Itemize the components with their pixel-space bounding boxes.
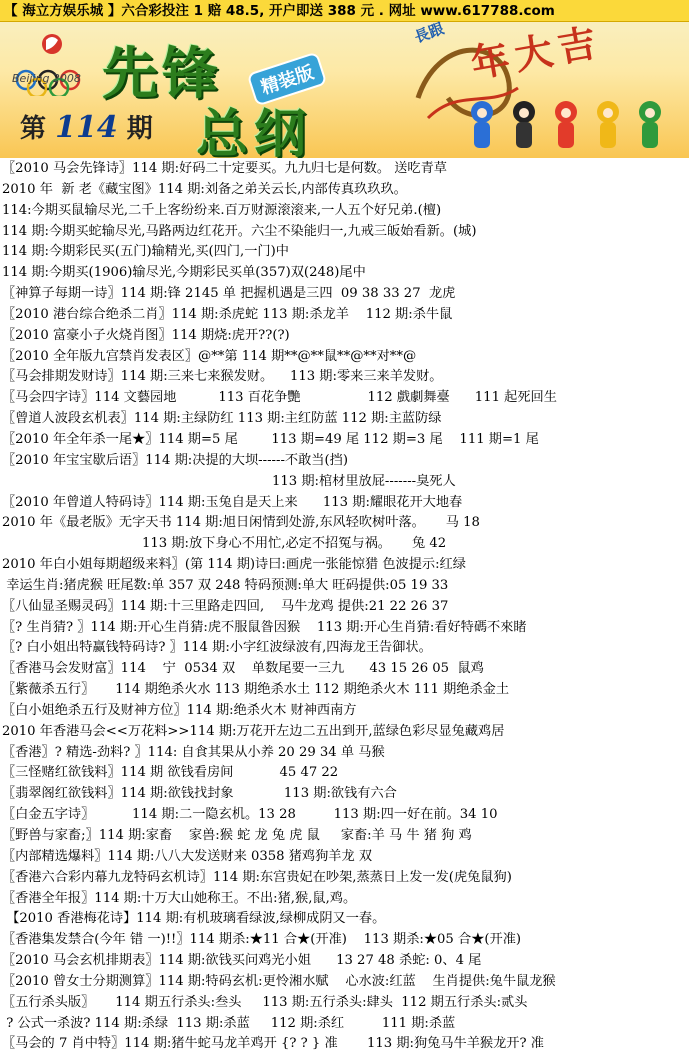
banner-slogan-large: 年大吉 [467, 18, 606, 87]
text-line: 〖2010 港台综合绝杀二肖〗114 期:杀虎蛇 113 期:杀龙羊 112 期:杀牛鼠 [2, 306, 453, 322]
text-line: 〖? 生肖猜? 〗114 期:开心生肖猜:虎不服鼠昝因猴 113 期:开心生肖猜:看好特碼不來睹 [2, 619, 527, 635]
mascot-figures [468, 96, 682, 152]
text-line: 〖白金五字诗〗 114 期:二一隐玄机。13 28 113 期:四一好在前。34 10 [2, 807, 498, 823]
prediction-list [0, 158, 689, 1052]
text-line: 113 期:放下身心不用忙,必定不招冤与祸。 兔 42 [142, 536, 447, 552]
header-banner [0, 0, 689, 158]
text-line: 〖2010 年曾道人特码诗〗114 期:玉兔自是天上来 113 期:耀眼花开大地春 [2, 494, 463, 510]
text-line: 幸运生肖:猪虎猴 旺尾数:单 357 双 248 特码预测:单大 旺码提供:05 19 33 [2, 577, 449, 593]
issue-prefix: 第 [20, 114, 47, 144]
issue-number: 114 [55, 110, 118, 145]
text-line: 2010 年 新 老《藏宝图》114 期:刘备之弟关云长,内部传真玖玖玖。 [2, 181, 407, 197]
issue-label [20, 108, 153, 145]
advert-bar[interactable]: 【 海立方娱乐城 】六合彩投注 1 赔 48.5, 开户即送 388 元 . 网址 www.617788.com [0, 0, 689, 22]
text-line: 〖2010 年宝宝歇后语〗114 期:决提的大坝------不敢当(挡) [2, 452, 348, 468]
banner-title-bottom: 总纲 [196, 105, 313, 158]
text-line: 〖八仙显圣赐灵码〗114 期:十三里路走四回, 马牛龙鸡 提供:21 22 26 37 [2, 598, 449, 614]
text-line: 【2010 香港梅花诗】114 期:有机玻璃看绿波,绿柳成阴又一春。 [2, 911, 386, 927]
text-line: 2010 年白小姐每期超级来料〗(第 114 期)诗曰:画虎一张能惊猎 色波提示:红绿 [2, 557, 466, 573]
text-line: 〖马会的 7 肖中特〗114 期:猪牛蛇马龙羊鸡开 {? ? } 准 113 期:狗兔马牛羊猴龙开? 准 [2, 1036, 544, 1052]
text-line: 〖2010 年全年杀一尾★〗114 期=5 尾 113 期=49 尾 112 期=3 尾 111 期=1 尾 [2, 431, 539, 447]
text-line: ? 公式一杀波? 114 期:杀绿 113 期:杀蓝 112 期:杀红 111 期:杀蓝 [2, 1015, 456, 1031]
text-line: 〖2010 马会玄机排期表〗114 期:欲钱买问鸡光小姐 13 27 48 杀蛇: 0、4 尾 [2, 953, 482, 969]
text-line: 〖? 白小姐出特赢钱特码诗? 〗114 期:小字红波绿波有,四海龙王告御状。 [2, 640, 432, 656]
text-line: 〖香港马会发财富〗114 宁 0534 双 单数尾要一三九 43 15 26 05 鼠鸡 [2, 661, 484, 677]
text-line: 2010 年香港马会<<万花料>>114 期:万花开左边二五出到开,蓝绿色彩尽显兔藏鸡居 [2, 723, 505, 739]
edition-tag: 精装版 [247, 51, 328, 106]
text-line: 114:今期买鼠输尽光,二千上客纷纷来.百万财源滚滚来,一人五个好兄弟.(檀) [2, 202, 442, 218]
text-line: 〖马会排期发财诗〗114 期:三来七来猴发财。 113 期:零来三来羊发财。 [2, 369, 443, 385]
text-line: 〖2010 富豪小子火烧肖图〗114 期烧:虎开??(?) [2, 327, 290, 343]
text-line: 〖曾道人波段玄机表〗114 期:主绿防红 113 期:主红防蓝 112 期:主蓝防绿 [2, 411, 442, 427]
banner-slogan-small: 長跟 [411, 19, 447, 47]
text-line: 〖翡翠阁红欲钱料〗114 期:欲钱找封象 113 期:欲钱有六合 [2, 786, 397, 802]
text-line: 〖紫薇杀五行〗 114 期绝杀火水 113 期绝杀水土 112 期绝杀火木 111 期绝杀金土 [2, 682, 510, 698]
text-line: 114 期:今期买(1906)输尽光,今期彩民买单(357)双(248)尾中 [2, 265, 366, 281]
text-line: 〖2010 全年版九宫禁肖发表区〗@**第 114 期**@**鼠**@**对**@ [2, 348, 417, 364]
text-line: 114 期:今期买蛇输尽光,马路两边红花开。六尘不染能归一,九戒三皈始看新。(城) [2, 223, 477, 239]
text-line: 〖白小姐绝杀五行及财神方位〗114 期:绝杀火木 财神西南方 [2, 702, 357, 718]
text-line: 〖野兽与家畜;〗114 期:家畜 家兽:猴 蛇 龙 兔 虎 鼠 家畜:羊 马 牛 猪 狗 鸡 [2, 828, 472, 843]
text-line: 〖2010 马会先锋诗〗114 期:好码二十定要买。九九归七是何数。 送吃青草 [2, 161, 447, 176]
text-line: 〖香港〗? 精选-劲料? 〗114: 自食其果从小养 20 29 34 单 马猴 [2, 744, 385, 760]
issue-suffix: 期 [126, 114, 153, 144]
text-line: 〖马会四字诗〗114 文藝园地 113 百花争艷 112 戲劇舞臺 111 起死回生 [2, 390, 557, 406]
text-line: 〖香港六合彩内幕九龙特码玄机诗〗114 期:东宫贵妃在吵架,蒸蒸日上发一发(虎兔鼠狗) [2, 869, 512, 885]
text-line: 〖内部精选爆料〗114 期:八八大发送财来 0358 猪鸡狗羊龙 双 [2, 848, 373, 864]
text-line: 〖三怪赌红欲钱料〗114 期 欲钱看房间 45 47 22 [2, 765, 339, 781]
text-line: 〖神算子每期一诗〗114 期:锋 2145 单 把握机遇是三四 09 38 33 27 龙虎 [2, 286, 456, 302]
beijing-logo-text: Beijing 2008 [12, 72, 81, 85]
text-line: 2010 年《最老版》无字天书 114 期:旭日闲情到处游,东风轻吹树叶落。 马 18 [2, 515, 480, 531]
text-line: 〖五行杀头版〗 114 期五行杀头:叁头 113 期:五行杀头:肆头 112 期五行杀头:贰头 [2, 994, 528, 1010]
text-line: 114 期:今期彩民买(五门)输精光,买(四门,一门)中 [2, 244, 289, 260]
text-line: 〖2010 曾女士分期测算〗114 期:特码玄机:更怜湘水赋 心水波:红蓝 生肖提供:兔牛鼠龙猴 [2, 973, 556, 989]
text-line: 〖香港集发禁合(今年 错 一)!!〗114 期杀:★11 合★(开准) 113 期杀:★05 合★(开准) [2, 932, 522, 948]
text-line: 〖香港全年报〗114 期:十万大山她称王。不出:猪,猴,鼠,鸡。 [2, 890, 357, 906]
text-line: 113 期:棺材里放屁-------臭死人 [272, 473, 456, 489]
banner-title-top: 先锋 [102, 42, 222, 107]
olympic-rings-logo [4, 30, 100, 96]
